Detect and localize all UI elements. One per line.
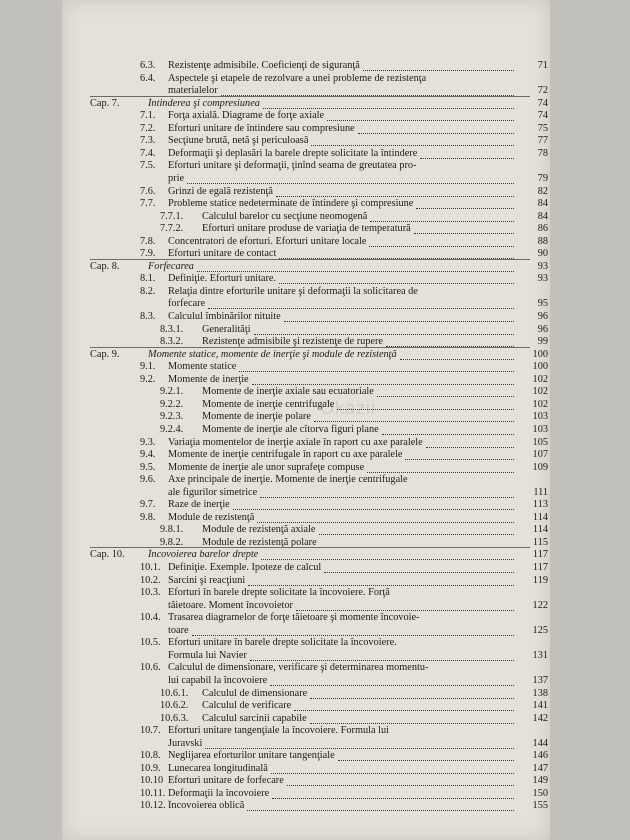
page-number: 93 [537, 261, 548, 272]
toc-entry-title: toare [168, 625, 189, 636]
page-number: 138 [532, 688, 548, 699]
toc-entry-title: Secţiune brută, netă şi periculoasă [168, 135, 309, 146]
section-number: 10.6.1. [160, 688, 189, 699]
toc-entry [62, 349, 550, 361]
toc-entry [62, 411, 550, 423]
toc-entry-title: prie [168, 173, 185, 184]
section-number: 7.9. [140, 248, 156, 259]
dot-leader [327, 119, 514, 121]
toc-entry-title: Momente de inerţie ale cîtorva figuri plane [202, 424, 379, 435]
dot-leader [400, 358, 514, 360]
toc-entry-title: Probleme statice nedeterminate de întindere şi compresiune [168, 198, 414, 209]
section-number: 7.7.1. [160, 211, 184, 222]
toc-entry-title: Raze de inerţie [168, 499, 230, 510]
section-number: 9.7. [140, 499, 156, 510]
toc-entry-title: Eforturi unitare de contact [168, 248, 277, 259]
page-number: 74 [537, 98, 548, 109]
toc-entry-title: Eforturi unitare în barele drepte solicitate la încovoiere. [168, 637, 397, 648]
toc-entry-title: Module de rezistenţă axiale [202, 524, 316, 535]
page-number: 102 [532, 386, 548, 397]
page-number: 111 [533, 487, 548, 498]
toc-entry [62, 499, 550, 511]
toc-entry [62, 549, 550, 561]
page-number: 125 [532, 625, 548, 636]
toc-entry-title: Trasarea diagramelor de forţe tăietoare şi momente încovoie- [168, 612, 420, 623]
toc-entry [62, 223, 550, 235]
section-number: 8.3.1. [160, 324, 184, 335]
toc-entry [62, 713, 550, 725]
page-number: 114 [532, 524, 548, 535]
dot-leader [370, 220, 514, 222]
toc-entry-title: Eforturi unitare şi deformaţii, ţinînd seama de greutatea pro- [168, 160, 417, 171]
toc-entry [62, 424, 550, 436]
dot-leader [260, 496, 514, 498]
dot-leader [187, 182, 514, 184]
section-number: 9.2.2. [160, 399, 184, 410]
toc-entry [62, 800, 550, 812]
dot-leader [420, 157, 514, 159]
toc-entry [62, 98, 550, 110]
toc-entry [62, 386, 550, 398]
section-number: 8.1. [140, 273, 156, 284]
toc-entry-title: Eforturi în barele drepte solicitate la încovoiere. Forţă [168, 587, 390, 598]
toc-entry [62, 135, 550, 147]
toc-entry [62, 662, 550, 674]
page-number: 142 [532, 713, 548, 724]
toc-entry-title: Deformaţii şi deplasări la barele drepte solicitate la întindere [168, 148, 418, 159]
dot-leader [296, 609, 514, 611]
dot-leader [324, 571, 514, 573]
page-number: 141 [532, 700, 548, 711]
toc-entry [62, 311, 550, 323]
dot-leader [367, 471, 514, 473]
section-number: 10.9. [140, 763, 161, 774]
page-number: 72 [537, 85, 548, 96]
toc-entry [62, 173, 550, 185]
toc-entry-title: ale figurilor simetrice [168, 487, 258, 498]
toc-entry [62, 750, 550, 762]
page-number: 137 [532, 675, 548, 686]
toc-entry [62, 512, 550, 524]
toc-entry [62, 60, 550, 72]
page-number: 144 [532, 738, 548, 749]
toc-entry [62, 700, 550, 712]
toc-entry-title: Deformaţii la încovoiere [168, 788, 270, 799]
section-number: 10.10 [140, 775, 164, 786]
toc-entry-title: Eforturi unitare de forfecare [168, 775, 284, 786]
toc-entry-title: materialelor [168, 85, 218, 96]
toc-entry-title: lui capabil la încovoiere [168, 675, 268, 686]
toc-entry-title: Momente de inerţie centrifugale în raport cu axe paralele [168, 449, 403, 460]
toc-entry [62, 186, 550, 198]
section-number: 8.3. [140, 311, 156, 322]
page-number: 149 [532, 775, 548, 786]
toc-entry [62, 612, 550, 624]
toc-entry [62, 324, 550, 336]
dot-leader [310, 722, 514, 724]
toc-entry-title: Forţa axială. Diagrame de forţe axiale [168, 110, 325, 121]
toc-entry-title: forfecare [168, 298, 206, 309]
page-number: 90 [537, 248, 548, 259]
dot-leader [358, 132, 514, 134]
toc-entry-title: Calculul de verificare [202, 700, 292, 711]
section-number: 10.2. [140, 575, 161, 586]
section-number: 10.12. [140, 800, 166, 811]
toc-entry [62, 286, 550, 298]
toc-entry [62, 474, 550, 486]
toc-entry [62, 625, 550, 637]
chapter-label: Cap. 7. [90, 98, 120, 109]
section-number: 7.3. [140, 135, 156, 146]
section-number: 7.7.2. [160, 223, 184, 234]
toc-entry [62, 637, 550, 649]
toc-entry-title: Întinderea şi compresiunea [148, 98, 260, 109]
dot-leader [287, 784, 514, 786]
page-number: 75 [537, 123, 548, 134]
section-number: 10.11. [140, 788, 166, 799]
page-number: 155 [532, 800, 548, 811]
dot-leader [233, 508, 514, 510]
dot-leader [310, 697, 514, 699]
section-number: 9.2.3. [160, 411, 184, 422]
section-number: 9.3. [140, 437, 156, 448]
page-number: 84 [537, 211, 548, 222]
toc-entry-title: Eforturi unitare tangenţiale la încovoiere. Formula lui [168, 725, 390, 736]
toc-entry [62, 198, 550, 210]
section-number: 9.6. [140, 474, 156, 485]
dot-leader [279, 282, 514, 284]
toc-entry [62, 575, 550, 587]
dot-leader [254, 333, 514, 335]
toc-entry [62, 273, 550, 285]
dot-leader [261, 558, 514, 560]
dot-leader [363, 69, 514, 71]
toc-entry [62, 449, 550, 461]
page-number: 117 [532, 549, 548, 560]
toc-entry [62, 788, 550, 800]
dot-leader [239, 370, 514, 372]
toc-entry [62, 437, 550, 449]
toc-entry [62, 600, 550, 612]
toc-entry [62, 399, 550, 411]
page-number: 113 [532, 499, 548, 510]
toc-entry [62, 738, 550, 750]
section-number: 9.2.4. [160, 424, 184, 435]
table-of-contents [62, 0, 550, 840]
dot-leader [250, 659, 514, 661]
section-number: 8.3.2. [160, 336, 184, 347]
toc-entry-title: Momente de inerţie ale unor suprafeţe compuse [168, 462, 365, 473]
section-number: 10.4. [140, 612, 161, 623]
dot-leader [257, 521, 514, 523]
toc-entry-title: Module de rezistenţă polare [202, 537, 317, 548]
toc-entry [62, 261, 550, 273]
page-number: 77 [537, 135, 548, 146]
page-number: 103 [532, 411, 548, 422]
dot-leader [426, 446, 514, 448]
page-number: 100 [532, 361, 548, 372]
toc-entry-title: Rezistenţe admisibile. Coeficienţi de siguranţă [168, 60, 360, 71]
page-number: 74 [537, 110, 548, 121]
section-number: 9.8. [140, 512, 156, 523]
toc-entry-title: Concentratori de eforturi. Eforturi unitare locale [168, 236, 367, 247]
toc-entry-title: Formula lui Navier [168, 650, 247, 661]
toc-entry-title: Calculul îmbinărilor nituite [168, 311, 281, 322]
page-number: 150 [532, 788, 548, 799]
chapter-divider [90, 347, 530, 348]
section-number: 7.1. [140, 110, 156, 121]
toc-entry-title: Momente statice [168, 361, 237, 372]
toc-entry-title: Juravski [168, 738, 203, 749]
chapter-divider [90, 547, 530, 548]
toc-entry-title: tăietoare. Moment încovoietor [168, 600, 293, 611]
toc-entry-title: Încovoierea barelor drepte [148, 549, 259, 560]
page-number: 114 [532, 512, 548, 523]
dot-leader [319, 533, 514, 535]
page-number: 103 [532, 424, 548, 435]
toc-entry [62, 462, 550, 474]
section-number: 10.8. [140, 750, 161, 761]
toc-entry-title: Grinzi de egală rezistenţă [168, 186, 273, 197]
page-number: 147 [532, 763, 548, 774]
section-number: 10.1. [140, 562, 161, 573]
toc-entry [62, 123, 550, 135]
toc-entry-title: Calculul barelor cu secţiune neomogenă [202, 211, 368, 222]
toc-entry-title: Calculul de dimensionare, verificare şi determinarea momentu- [168, 662, 429, 673]
toc-entry-title: Generalităţi [202, 324, 251, 335]
toc-entry [62, 160, 550, 172]
section-number: 8.2. [140, 286, 156, 297]
dot-leader [197, 270, 514, 272]
page-number: 119 [532, 575, 548, 586]
toc-entry-title: Variaţia momentelor de inerţie axiale în raport cu axe paralele [168, 437, 423, 448]
page-number: 122 [532, 600, 548, 611]
toc-entry [62, 675, 550, 687]
dot-leader [252, 383, 514, 385]
page-number: 105 [532, 437, 548, 448]
page-number: 86 [537, 223, 548, 234]
section-number: 9.5. [140, 462, 156, 473]
section-number: 10.6. [140, 662, 161, 673]
page-number: 131 [532, 650, 548, 661]
chapter-label: Cap. 10. [90, 549, 125, 560]
toc-entry [62, 148, 550, 160]
page-number: 102 [532, 374, 548, 385]
toc-entry-title: Forfecarea [148, 261, 194, 272]
toc-entry [62, 374, 550, 386]
page-number: 78 [537, 148, 548, 159]
toc-entry-title: Calculul de dimensionare [202, 688, 308, 699]
section-number: 9.2.1. [160, 386, 184, 397]
section-number: 10.6.3. [160, 713, 189, 724]
dot-leader [416, 207, 514, 209]
page-number: 84 [537, 198, 548, 209]
toc-entry [62, 211, 550, 223]
toc-entry [62, 524, 550, 536]
dot-leader [247, 809, 514, 811]
toc-entry-title: Momente de inerţie centrifugale [202, 399, 335, 410]
section-number: 7.7. [140, 198, 156, 209]
dot-leader [294, 709, 514, 711]
toc-entry [62, 587, 550, 599]
section-number: 7.5. [140, 160, 156, 171]
dot-leader [369, 245, 514, 247]
page-number: 93 [537, 273, 548, 284]
toc-entry [62, 361, 550, 373]
section-number: 9.4. [140, 449, 156, 460]
dot-leader [405, 458, 514, 460]
dot-leader [272, 797, 514, 799]
page-number: 96 [537, 311, 548, 322]
page-number: 99 [537, 336, 548, 347]
toc-entry [62, 487, 550, 499]
section-number: 7.8. [140, 236, 156, 247]
chapter-label: Cap. 8. [90, 261, 120, 272]
section-number: 7.4. [140, 148, 156, 159]
page-number: 95 [537, 298, 548, 309]
dot-leader [382, 433, 514, 435]
dot-leader [314, 420, 514, 422]
section-number: 10.7. [140, 725, 161, 736]
dot-leader [248, 584, 514, 586]
toc-entry [62, 236, 550, 248]
toc-entry [62, 775, 550, 787]
section-number: 9.2. [140, 374, 156, 385]
dot-leader [338, 759, 514, 761]
dot-leader [414, 232, 514, 234]
section-number: 10.3. [140, 587, 161, 598]
page-number: 146 [532, 750, 548, 761]
dot-leader [377, 395, 514, 397]
page-number: 71 [537, 60, 548, 71]
toc-entry-title: Eforturi unitare produse de variaţia de temperatură [202, 223, 411, 234]
toc-entry-title: Eforturi unitare de întindere sau compresiune [168, 123, 355, 134]
toc-entry-title: Calculul sarcinii capabile [202, 713, 307, 724]
page-number: 82 [537, 186, 548, 197]
page-number: 117 [532, 562, 548, 573]
toc-entry-title: Lunecarea longitudinală [168, 763, 268, 774]
toc-entry [62, 73, 550, 85]
page-number: 109 [532, 462, 548, 473]
section-number: 9.8.1. [160, 524, 184, 535]
toc-entry [62, 688, 550, 700]
toc-entry [62, 763, 550, 775]
watermark: Okazii [320, 398, 377, 418]
section-number: 10.5. [140, 637, 161, 648]
dot-leader [208, 307, 514, 309]
book-page [62, 0, 550, 840]
toc-entry-title: Momente de inerţie polare [202, 411, 311, 422]
toc-entry-title: Axe principale de inerţie. Momente de inerţie centrifugale [168, 474, 408, 485]
chapter-label: Cap. 9. [90, 349, 120, 360]
dot-leader [271, 772, 514, 774]
page-number: 88 [537, 236, 548, 247]
dot-leader [276, 195, 514, 197]
dot-leader [192, 634, 514, 636]
toc-entry-title: Încovoierea oblică [168, 800, 245, 811]
section-number: 10.6.2. [160, 700, 189, 711]
toc-entry [62, 725, 550, 737]
section-number: 6.4. [140, 73, 156, 84]
toc-entry-title: Momente de inerţie [168, 374, 249, 385]
toc-entry [62, 298, 550, 310]
page-number: 96 [537, 324, 548, 335]
toc-entry-title: Neglijarea eforturilor unitare tangenţiale [168, 750, 335, 761]
chapter-divider [90, 96, 530, 97]
toc-entry-title: Module de rezistenţă [168, 512, 255, 523]
section-number: 7.6. [140, 186, 156, 197]
page-number: 79 [537, 173, 548, 184]
toc-entry [62, 650, 550, 662]
dot-leader [311, 144, 514, 146]
toc-entry-title: Momente statice, momente de inerţie şi module de rezistenţă [148, 349, 397, 360]
page-number: 100 [532, 349, 548, 360]
toc-entry-title: Momente de inerţie axiale sau ecuatoriale [202, 386, 374, 397]
chapter-divider [90, 259, 530, 260]
dot-leader [284, 320, 514, 322]
toc-entry-title: Rezistenţe admisibile şi rezistenţe de rupere [202, 336, 383, 347]
dot-leader [205, 747, 514, 749]
dot-leader [263, 107, 514, 109]
toc-entry-title: Relaţia dintre eforturile unitare şi deformaţii la solicitarea de [168, 286, 418, 297]
page-number: 115 [532, 537, 548, 548]
section-number: 9.8.2. [160, 537, 184, 548]
toc-entry-title: Definiţie. Eforturi unitare. [168, 273, 277, 284]
toc-entry-title: Aspectele şi etapele de rezolvare a unei probleme de rezistenţa [168, 73, 427, 84]
dot-leader [270, 684, 514, 686]
toc-entry-title: Definiţie. Exemple. Ipoteze de calcul [168, 562, 322, 573]
section-number: 6.3. [140, 60, 156, 71]
section-number: 9.1. [140, 361, 156, 372]
toc-entry [62, 562, 550, 574]
toc-entry [62, 110, 550, 122]
section-number: 7.2. [140, 123, 156, 134]
toc-entry-title: Sarcini şi reacţiuni [168, 575, 246, 586]
page-number: 102 [532, 399, 548, 410]
page-number: 107 [532, 449, 548, 460]
